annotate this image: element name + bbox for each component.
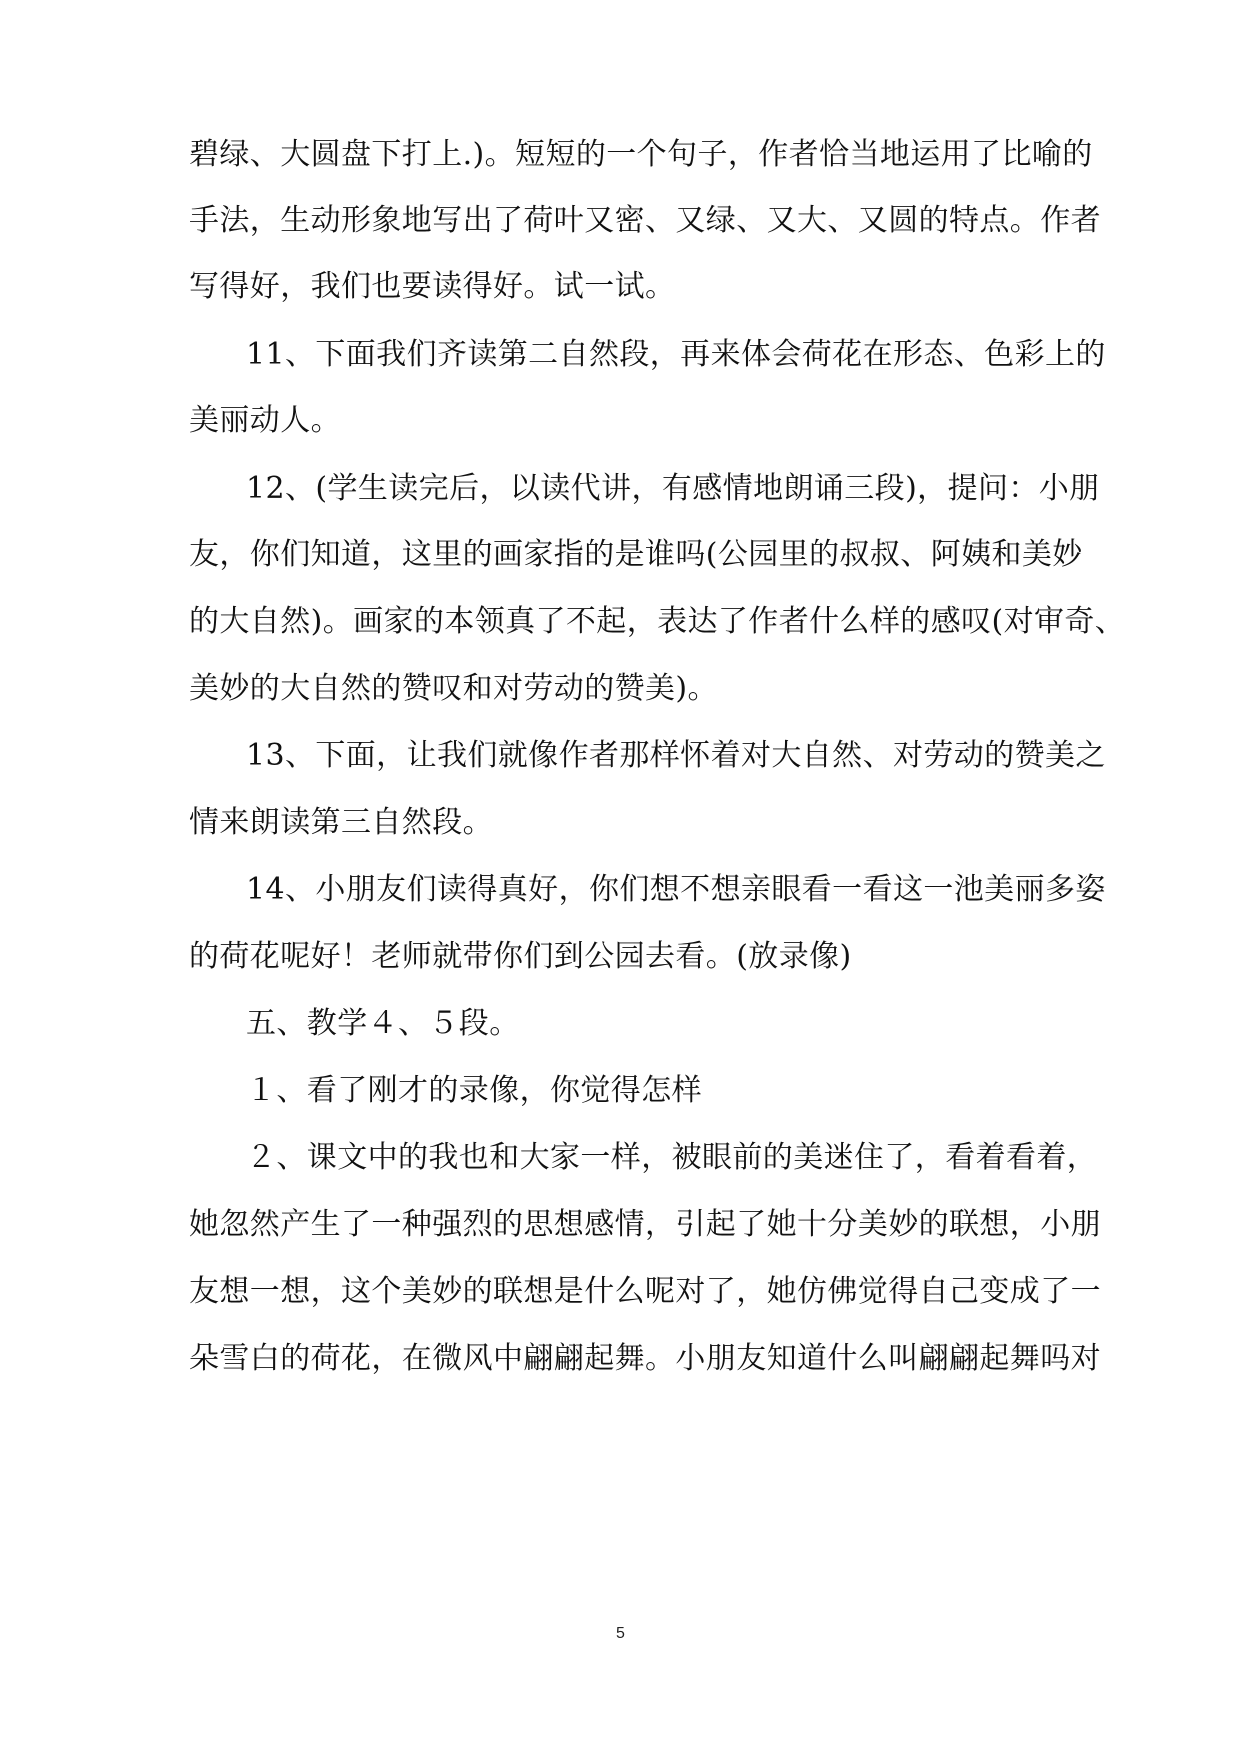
text-line: 友想一想，这个美妙的联想是什么呢对了，她仿佛觉得自己变成了一 [189, 1274, 1101, 1309]
paragraph-start-line: 12、(学生读完后，以读代讲，有感情地朗诵三段)，提问：小朋 [246, 471, 1100, 506]
text-line: 的荷花呢好！老师就带你们到公园去看。(放录像) [189, 939, 852, 974]
list-item: ２、课文中的我也和大家一样，被眼前的美迷住了，看着看着， [246, 1140, 1098, 1175]
text-line: 朵雪白的荷花，在微风中翩翩起舞。小朋友知道什么叫翩翩起舞吗对 [189, 1341, 1101, 1376]
section-heading: 五、教学４、５段。 [246, 1006, 520, 1041]
paragraph-start-line: 14、小朋友们读得真好，你们想不想亲眼看一看这一池美丽多姿 [246, 872, 1106, 907]
paragraph-start-line: 13、下面，让我们就像作者那样怀着对大自然、对劳动的赞美之 [246, 738, 1106, 773]
text-line: 她忽然产生了一种强烈的思想感情，引起了她十分美妙的联想，小朋 [189, 1207, 1101, 1242]
text-line: 碧绿、大圆盘下打上.)。短短的一个句子，作者恰当地运用了比喻的 [189, 137, 1093, 172]
text-line: 手法，生动形象地写出了荷叶又密、又绿、又大、又圆的特点。作者 [189, 203, 1101, 238]
text-line: 情来朗读第三自然段。 [189, 805, 493, 840]
text-line: 友，你们知道，这里的画家指的是谁吗(公园里的叔叔、阿姨和美妙 [189, 537, 1083, 572]
list-item: １、看了刚才的录像，你觉得怎样 [246, 1073, 702, 1108]
text-line: 美丽动人。 [189, 403, 341, 438]
page-number: 5 [616, 1625, 625, 1642]
text-line: 的大自然)。画家的本领真了不起，表达了作者什么样的感叹(对审奇、 [189, 604, 1126, 639]
text-line: 美妙的大自然的赞叹和对劳动的赞美)。 [189, 671, 718, 706]
text-line: 写得好，我们也要读得好。试一试。 [189, 269, 676, 304]
paragraph-start-line: 11、下面我们齐读第二自然段，再来体会荷花在形态、色彩上的 [246, 337, 1106, 372]
